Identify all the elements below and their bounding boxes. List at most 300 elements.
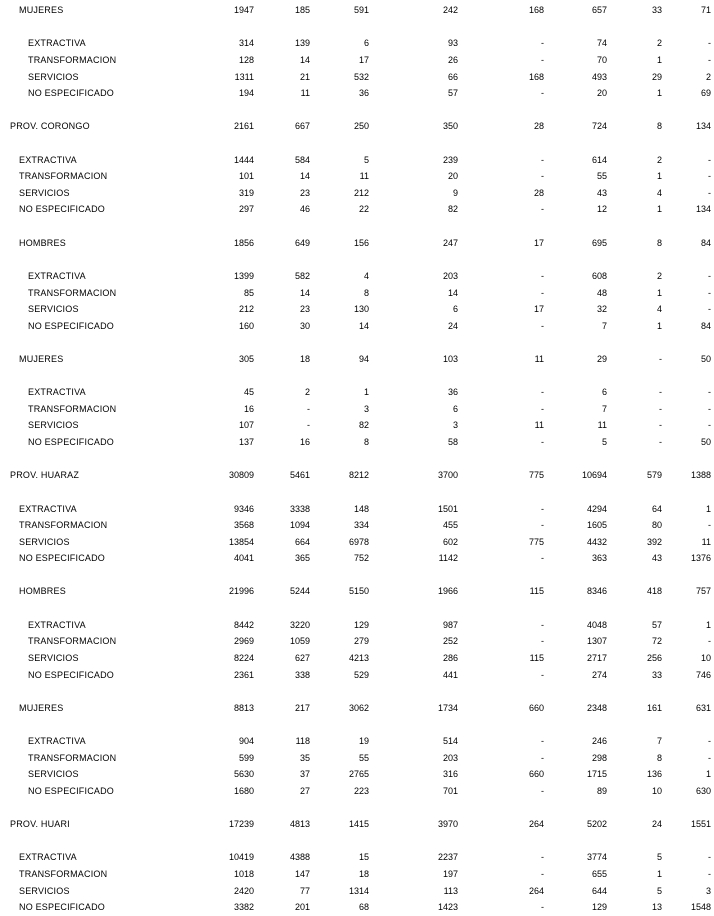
category-row bbox=[0, 768, 714, 780]
cell-col-5: - bbox=[541, 55, 544, 65]
cell-col-6: 43 bbox=[596, 188, 607, 198]
cell-col-6: 724 bbox=[591, 121, 607, 131]
cell-col-5: 28 bbox=[533, 121, 544, 131]
cell-col-3: 82 bbox=[358, 420, 369, 430]
cell-col-2: 3338 bbox=[289, 504, 310, 514]
cell-col-1: 8224 bbox=[233, 653, 254, 663]
cell-col-6: 48 bbox=[596, 288, 607, 298]
cell-col-2: 147 bbox=[294, 869, 310, 879]
row-label: TRANSFORMACION bbox=[28, 753, 117, 763]
cell-col-6: 5202 bbox=[586, 819, 607, 829]
category-row bbox=[0, 403, 714, 415]
cell-col-6: 70 bbox=[596, 55, 607, 65]
category-row bbox=[0, 752, 714, 764]
cell-col-5: - bbox=[541, 902, 544, 912]
cell-col-4: 455 bbox=[442, 520, 458, 530]
category-row bbox=[0, 868, 714, 880]
cell-col-4: 24 bbox=[447, 321, 458, 331]
cell-col-3: 68 bbox=[358, 902, 369, 912]
cell-col-5: - bbox=[541, 852, 544, 862]
cell-col-3: 529 bbox=[353, 670, 369, 680]
category-row bbox=[0, 735, 714, 747]
cell-col-2: 2 bbox=[304, 387, 310, 397]
cell-col-3: 250 bbox=[353, 121, 369, 131]
cell-col-8: 50 bbox=[700, 437, 711, 447]
cell-col-3: 1 bbox=[363, 387, 369, 397]
cell-col-6: 4432 bbox=[586, 537, 607, 547]
province-row bbox=[0, 120, 714, 132]
cell-col-5: 17 bbox=[533, 304, 544, 314]
category-row bbox=[0, 37, 714, 49]
row-label: TRANSFORMACION bbox=[28, 636, 117, 646]
cell-col-1: 101 bbox=[238, 171, 254, 181]
cell-col-3: 1415 bbox=[348, 819, 369, 829]
cell-col-3: 8 bbox=[363, 437, 369, 447]
cell-col-6: 8346 bbox=[586, 586, 607, 596]
cell-col-7: 24 bbox=[651, 819, 662, 829]
cell-col-2: 35 bbox=[299, 753, 310, 763]
cell-col-5: - bbox=[541, 88, 544, 98]
cell-col-8: - bbox=[708, 852, 711, 862]
cell-col-3: 17 bbox=[358, 55, 369, 65]
row-label: NO ESPECIFICADO bbox=[19, 902, 106, 912]
cell-col-8: 69 bbox=[700, 88, 711, 98]
cell-col-8: - bbox=[708, 155, 711, 165]
cell-col-5: - bbox=[541, 636, 544, 646]
cell-col-1: 1311 bbox=[234, 72, 254, 82]
cell-col-8: 3 bbox=[705, 886, 711, 896]
cell-col-4: 602 bbox=[442, 537, 458, 547]
category-row bbox=[0, 536, 714, 548]
cell-col-8: 1 bbox=[705, 620, 711, 630]
cell-col-8: - bbox=[708, 38, 711, 48]
cell-col-7: 579 bbox=[646, 470, 662, 480]
cell-col-1: 599 bbox=[238, 753, 254, 763]
cell-col-5: 264 bbox=[528, 886, 544, 896]
row-label: TRANSFORMACION bbox=[28, 55, 117, 65]
category-row bbox=[0, 87, 714, 99]
cell-col-6: 363 bbox=[591, 553, 607, 563]
cell-col-6: 20 bbox=[596, 88, 607, 98]
cell-col-5: 115 bbox=[529, 586, 544, 596]
cell-col-2: - bbox=[307, 404, 310, 414]
cell-col-5: - bbox=[541, 404, 544, 414]
category-row bbox=[0, 170, 714, 182]
cell-col-4: 350 bbox=[442, 121, 458, 131]
cell-col-8: 84 bbox=[700, 321, 711, 331]
cell-col-8: 2 bbox=[705, 72, 711, 82]
cell-col-1: 3568 bbox=[233, 520, 254, 530]
cell-col-5: - bbox=[541, 38, 544, 48]
cell-col-6: 3774 bbox=[586, 852, 607, 862]
cell-col-4: 247 bbox=[442, 238, 458, 248]
cell-col-2: 30 bbox=[299, 321, 310, 331]
cell-col-6: 298 bbox=[591, 753, 607, 763]
category-row bbox=[0, 901, 714, 913]
cell-col-6: 55 bbox=[596, 171, 607, 181]
cell-col-2: 338 bbox=[294, 670, 310, 680]
cell-col-4: 203 bbox=[442, 753, 458, 763]
cell-col-8: - bbox=[708, 520, 711, 530]
cell-col-6: 608 bbox=[591, 271, 607, 281]
cell-col-4: 252 bbox=[442, 636, 458, 646]
category-row bbox=[0, 436, 714, 448]
cell-col-2: 11 bbox=[300, 88, 310, 98]
cell-col-2: 649 bbox=[294, 238, 310, 248]
cell-col-5: - bbox=[541, 670, 544, 680]
category-row bbox=[0, 503, 714, 515]
cell-col-2: 118 bbox=[295, 736, 310, 746]
cell-col-4: 1423 bbox=[437, 902, 458, 912]
cell-col-7: 80 bbox=[651, 520, 662, 530]
cell-col-8: 50 bbox=[700, 354, 711, 364]
cell-col-7: - bbox=[659, 437, 662, 447]
cell-col-1: 13854 bbox=[228, 537, 254, 547]
category-row bbox=[0, 187, 714, 199]
cell-col-3: 752 bbox=[353, 553, 369, 563]
cell-col-1: 2969 bbox=[233, 636, 254, 646]
cell-col-6: 4294 bbox=[586, 504, 607, 514]
category-row bbox=[0, 71, 714, 83]
cell-col-8: 1551 bbox=[690, 819, 711, 829]
cell-col-6: 129 bbox=[591, 902, 607, 912]
cell-col-7: 136 bbox=[646, 769, 662, 779]
cell-col-2: 5244 bbox=[289, 586, 310, 596]
cell-col-5: - bbox=[541, 387, 544, 397]
cell-col-4: 441 bbox=[442, 670, 458, 680]
row-label: MUJERES bbox=[19, 703, 64, 713]
cell-col-2: 23 bbox=[299, 304, 310, 314]
row-label: HOMBRES bbox=[19, 238, 66, 248]
cell-col-7: 33 bbox=[651, 670, 662, 680]
cell-col-2: 5461 bbox=[289, 470, 310, 480]
row-label: EXTRACTIVA bbox=[19, 155, 77, 165]
cell-col-5: - bbox=[541, 753, 544, 763]
category-row bbox=[0, 635, 714, 647]
cell-col-6: 6 bbox=[601, 387, 607, 397]
row-label: TRANSFORMACION bbox=[19, 520, 108, 530]
row-label: SERVICIOS bbox=[28, 304, 79, 314]
row-label: NO ESPECIFICADO bbox=[28, 786, 115, 796]
cell-col-4: 36 bbox=[447, 387, 458, 397]
cell-col-8: 746 bbox=[695, 670, 711, 680]
cell-col-1: 85 bbox=[243, 288, 254, 298]
cell-col-7: 8 bbox=[656, 121, 662, 131]
cell-col-1: 2420 bbox=[233, 886, 254, 896]
cell-col-7: 1 bbox=[656, 288, 662, 298]
row-label: EXTRACTIVA bbox=[19, 852, 77, 862]
cell-col-7: 1 bbox=[656, 869, 662, 879]
cell-col-5: 28 bbox=[533, 188, 544, 198]
cell-col-4: 14 bbox=[447, 288, 458, 298]
cell-col-1: 128 bbox=[238, 55, 254, 65]
cell-col-8: - bbox=[708, 387, 711, 397]
cell-col-1: 16 bbox=[243, 404, 254, 414]
cell-col-4: 103 bbox=[442, 354, 458, 364]
cell-col-8: 134 bbox=[695, 121, 711, 131]
category-row bbox=[0, 270, 714, 282]
cell-col-6: 2717 bbox=[586, 653, 607, 663]
cell-col-4: 58 bbox=[447, 437, 458, 447]
cell-col-1: 1018 bbox=[233, 869, 254, 879]
cell-col-2: 4813 bbox=[289, 819, 310, 829]
row-label: NO ESPECIFICADO bbox=[28, 670, 115, 680]
cell-col-3: 4213 bbox=[348, 653, 369, 663]
category-row bbox=[0, 419, 714, 431]
cell-col-1: 45 bbox=[243, 387, 254, 397]
cell-col-7: 1 bbox=[656, 88, 662, 98]
cell-col-8: - bbox=[708, 288, 711, 298]
cell-col-7: - bbox=[659, 404, 662, 414]
cell-col-2: 14 bbox=[299, 288, 310, 298]
category-row bbox=[0, 785, 714, 797]
cell-col-8: 630 bbox=[695, 786, 711, 796]
cell-col-1: 10419 bbox=[228, 852, 254, 862]
cell-col-7: 57 bbox=[651, 620, 662, 630]
cell-col-8: 84 bbox=[700, 238, 711, 248]
cell-col-5: 11 bbox=[534, 354, 544, 364]
cell-col-3: 36 bbox=[358, 88, 369, 98]
cell-col-4: 987 bbox=[442, 620, 458, 630]
cell-col-5: 660 bbox=[528, 769, 544, 779]
category-row bbox=[0, 386, 714, 398]
province-row bbox=[0, 469, 714, 481]
cell-col-6: 7 bbox=[601, 321, 607, 331]
cell-col-4: 203 bbox=[442, 271, 458, 281]
row-label: NO ESPECIFICADO bbox=[19, 204, 106, 214]
cell-col-5: - bbox=[541, 155, 544, 165]
cell-col-4: 20 bbox=[447, 171, 458, 181]
row-label: EXTRACTIVA bbox=[28, 620, 86, 630]
cell-col-4: 57 bbox=[447, 88, 458, 98]
cell-col-1: 1947 bbox=[233, 5, 254, 15]
category-row bbox=[0, 619, 714, 631]
cell-col-8: - bbox=[708, 869, 711, 879]
cell-col-7: 161 bbox=[646, 703, 662, 713]
cell-col-3: 3062 bbox=[348, 703, 369, 713]
cell-col-3: 19 bbox=[358, 736, 369, 746]
category-row bbox=[0, 154, 714, 166]
gender-row bbox=[0, 702, 714, 714]
cell-col-4: 113 bbox=[443, 886, 458, 896]
cell-col-8: 1 bbox=[705, 504, 711, 514]
cell-col-6: 1715 bbox=[586, 769, 607, 779]
cell-col-2: 77 bbox=[299, 886, 310, 896]
row-label: PROV. HUARAZ bbox=[10, 470, 80, 480]
cell-col-7: 8 bbox=[656, 753, 662, 763]
cell-col-4: 197 bbox=[442, 869, 458, 879]
cell-col-8: - bbox=[708, 271, 711, 281]
cell-col-5: 775 bbox=[528, 470, 544, 480]
row-label: TRANSFORMACION bbox=[28, 404, 117, 414]
cell-col-7: 2 bbox=[656, 271, 662, 281]
cell-col-2: 21 bbox=[299, 72, 310, 82]
cell-col-1: 2161 bbox=[233, 121, 254, 131]
cell-col-4: 514 bbox=[442, 736, 458, 746]
cell-col-4: 66 bbox=[447, 72, 458, 82]
category-row bbox=[0, 885, 714, 897]
cell-col-3: 279 bbox=[353, 636, 369, 646]
cell-col-2: 582 bbox=[294, 271, 310, 281]
cell-col-4: 1966 bbox=[437, 586, 458, 596]
row-label: NO ESPECIFICADO bbox=[28, 321, 115, 331]
cell-col-3: 55 bbox=[358, 753, 369, 763]
cell-col-8: - bbox=[708, 753, 711, 763]
category-row bbox=[0, 552, 714, 564]
cell-col-6: 2348 bbox=[586, 703, 607, 713]
cell-col-4: 3700 bbox=[437, 470, 458, 480]
cell-col-5: - bbox=[541, 321, 544, 331]
cell-col-2: 14 bbox=[299, 55, 310, 65]
cell-col-2: 23 bbox=[299, 188, 310, 198]
cell-col-7: 29 bbox=[651, 72, 662, 82]
cell-col-7: 1 bbox=[656, 171, 662, 181]
cell-col-3: 22 bbox=[358, 204, 369, 214]
cell-col-4: 3970 bbox=[437, 819, 458, 829]
cell-col-6: 5 bbox=[601, 437, 607, 447]
cell-col-7: - bbox=[659, 420, 662, 430]
cell-col-2: 584 bbox=[294, 155, 310, 165]
cell-col-3: 3 bbox=[363, 404, 369, 414]
cell-col-1: 17239 bbox=[228, 819, 254, 829]
cell-col-1: 297 bbox=[238, 204, 254, 214]
cell-col-4: 3 bbox=[452, 420, 458, 430]
row-label: SERVICIOS bbox=[19, 537, 70, 547]
cell-col-5: - bbox=[541, 171, 544, 181]
cell-col-7: 5 bbox=[656, 852, 662, 862]
cell-col-8: 1388 bbox=[690, 470, 711, 480]
cell-col-8: 134 bbox=[695, 204, 711, 214]
cell-col-6: 695 bbox=[591, 238, 607, 248]
cell-col-3: 129 bbox=[353, 620, 369, 630]
cell-col-4: 316 bbox=[442, 769, 458, 779]
cell-col-7: 33 bbox=[651, 5, 662, 15]
cell-col-1: 30809 bbox=[228, 470, 254, 480]
cell-col-8: - bbox=[708, 404, 711, 414]
row-label: NO ESPECIFICADO bbox=[28, 88, 115, 98]
cell-col-5: 264 bbox=[528, 819, 544, 829]
cell-col-5: - bbox=[541, 204, 544, 214]
category-row bbox=[0, 669, 714, 681]
row-label: TRANSFORMACION bbox=[19, 869, 108, 879]
cell-col-3: 1314 bbox=[348, 886, 369, 896]
cell-col-5: 168 bbox=[528, 72, 544, 82]
row-label: NO ESPECIFICADO bbox=[19, 553, 106, 563]
cell-col-7: 2 bbox=[656, 38, 662, 48]
cell-col-3: 148 bbox=[353, 504, 369, 514]
row-label: SERVICIOS bbox=[19, 886, 70, 896]
row-label: EXTRACTIVA bbox=[28, 38, 86, 48]
cell-col-5: 168 bbox=[528, 5, 544, 15]
cell-col-8: - bbox=[708, 188, 711, 198]
row-label: SERVICIOS bbox=[19, 188, 70, 198]
cell-col-7: 2 bbox=[656, 155, 662, 165]
cell-col-1: 137 bbox=[238, 437, 254, 447]
row-label: EXTRACTIVA bbox=[19, 504, 77, 514]
cell-col-8: - bbox=[708, 55, 711, 65]
cell-col-2: - bbox=[307, 420, 310, 430]
cell-col-3: 11 bbox=[359, 171, 369, 181]
cell-col-3: 94 bbox=[358, 354, 369, 364]
row-label: SERVICIOS bbox=[28, 769, 79, 779]
cell-col-3: 15 bbox=[358, 852, 369, 862]
cell-col-4: 239 bbox=[442, 155, 458, 165]
gender-row bbox=[0, 585, 714, 597]
cell-col-1: 314 bbox=[238, 38, 254, 48]
cell-col-5: 115 bbox=[529, 653, 544, 663]
cell-col-1: 319 bbox=[238, 188, 254, 198]
row-label: EXTRACTIVA bbox=[28, 387, 86, 397]
category-row bbox=[0, 851, 714, 863]
cell-col-5: 11 bbox=[534, 420, 544, 430]
cell-col-5: 660 bbox=[528, 703, 544, 713]
cell-col-7: - bbox=[659, 387, 662, 397]
row-label: SERVICIOS bbox=[28, 72, 79, 82]
cell-col-6: 493 bbox=[591, 72, 607, 82]
cell-col-3: 8 bbox=[363, 288, 369, 298]
cell-col-8: - bbox=[708, 736, 711, 746]
cell-col-6: 274 bbox=[591, 670, 607, 680]
cell-col-8: 10 bbox=[700, 653, 711, 663]
cell-col-3: 6978 bbox=[348, 537, 369, 547]
cell-col-3: 212 bbox=[353, 188, 369, 198]
cell-col-2: 627 bbox=[294, 653, 310, 663]
cell-col-7: 8 bbox=[656, 238, 662, 248]
cell-col-5: - bbox=[541, 869, 544, 879]
cell-col-1: 3382 bbox=[233, 902, 254, 912]
category-row bbox=[0, 287, 714, 299]
cell-col-6: 614 bbox=[591, 155, 607, 165]
row-label: SERVICIOS bbox=[28, 653, 79, 663]
cell-col-3: 14 bbox=[358, 321, 369, 331]
cell-col-5: - bbox=[541, 437, 544, 447]
cell-col-7: 72 bbox=[651, 636, 662, 646]
cell-col-7: 1 bbox=[656, 55, 662, 65]
cell-col-4: 1501 bbox=[437, 504, 458, 514]
cell-col-7: 4 bbox=[656, 188, 662, 198]
cell-col-5: 775 bbox=[528, 537, 544, 547]
cell-col-4: 93 bbox=[447, 38, 458, 48]
cell-col-2: 18 bbox=[299, 354, 310, 364]
cell-col-6: 7 bbox=[601, 404, 607, 414]
cell-col-6: 4048 bbox=[586, 620, 607, 630]
cell-col-2: 14 bbox=[299, 171, 310, 181]
cell-col-6: 12 bbox=[596, 204, 607, 214]
cell-col-3: 532 bbox=[353, 72, 369, 82]
cell-col-2: 1094 bbox=[289, 520, 310, 530]
cell-col-4: 1734 bbox=[437, 703, 458, 713]
cell-col-3: 223 bbox=[353, 786, 369, 796]
cell-col-1: 1680 bbox=[233, 786, 254, 796]
cell-col-2: 201 bbox=[294, 902, 310, 912]
cell-col-1: 212 bbox=[238, 304, 254, 314]
cell-col-1: 904 bbox=[238, 736, 254, 746]
cell-col-1: 4041 bbox=[233, 553, 254, 563]
cell-col-8: - bbox=[708, 304, 711, 314]
category-row bbox=[0, 203, 714, 215]
cell-col-3: 334 bbox=[353, 520, 369, 530]
cell-col-2: 667 bbox=[294, 121, 310, 131]
cell-col-8: 757 bbox=[695, 586, 711, 596]
cell-col-1: 1856 bbox=[233, 238, 254, 248]
cell-col-4: 1142 bbox=[438, 553, 458, 563]
cell-col-3: 8212 bbox=[348, 470, 369, 480]
cell-col-1: 21996 bbox=[228, 586, 254, 596]
cell-col-3: 18 bbox=[358, 869, 369, 879]
cell-col-8: 1548 bbox=[690, 902, 711, 912]
cell-col-7: 13 bbox=[651, 902, 662, 912]
cell-col-2: 139 bbox=[294, 38, 310, 48]
